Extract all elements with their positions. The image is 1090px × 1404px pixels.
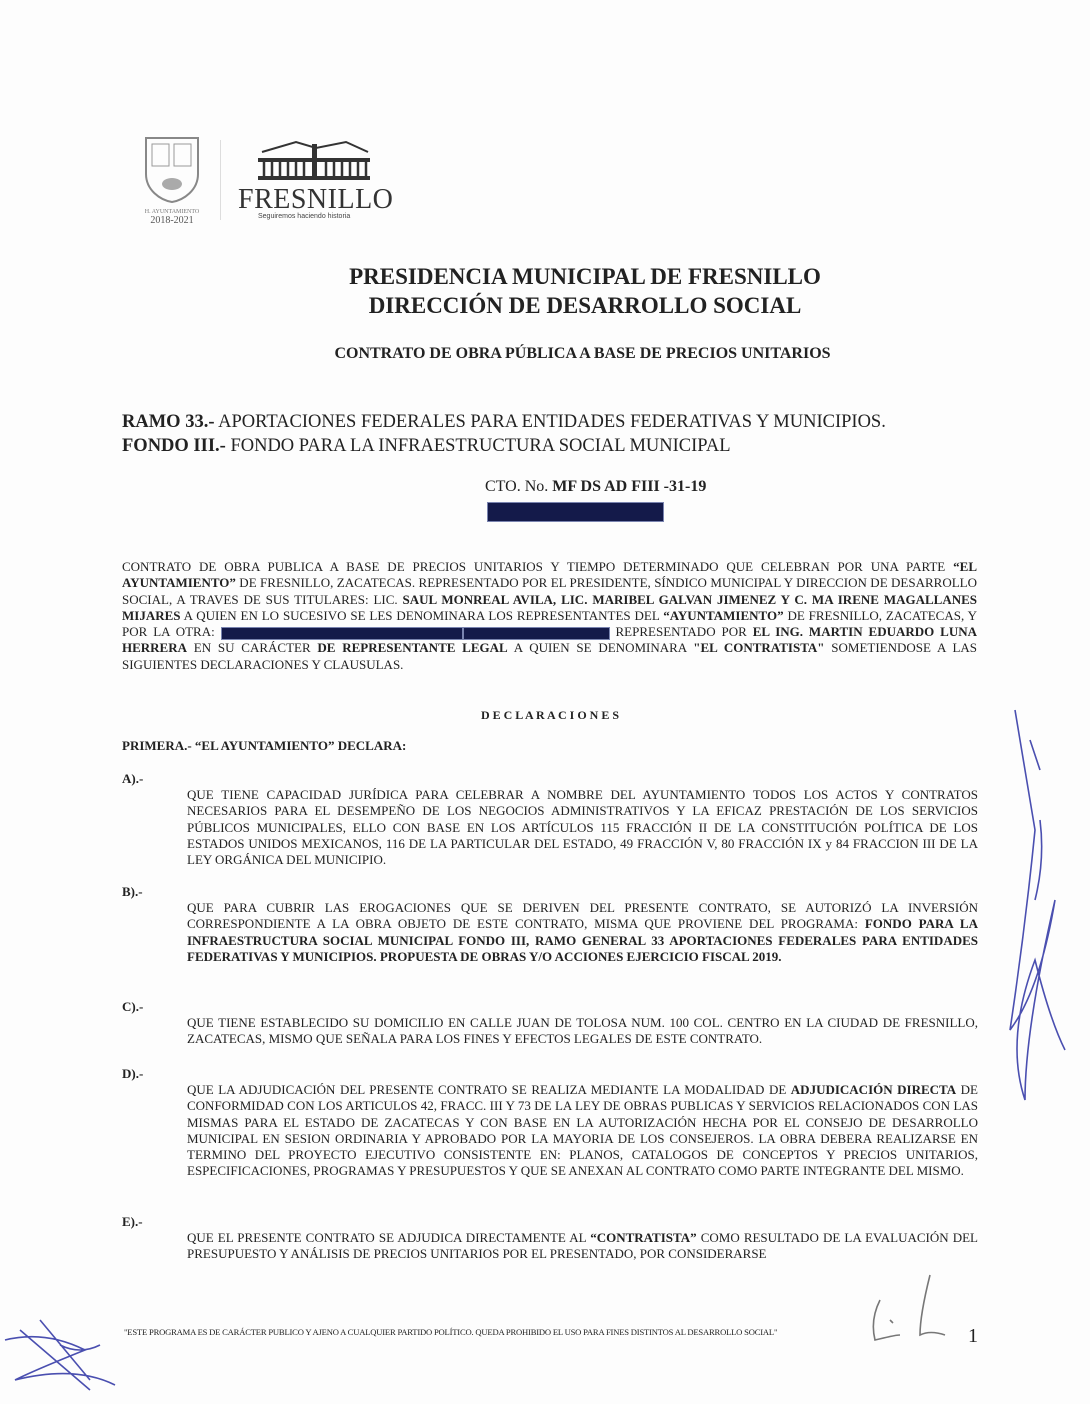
brand-tagline: Seguiremos haciendo historia	[258, 213, 351, 220]
page-number: 1	[968, 1325, 978, 1347]
ramo-text: APORTACIONES FEDERALES PARA ENTIDADES FEDERATIVAS Y MUNICIPIOS.	[214, 412, 886, 432]
text-segment: EN SU CARÁCTER	[187, 640, 318, 656]
initials-signature	[873, 1275, 945, 1340]
text-segment: CONTRATO DE OBRA PUBLICA A BASE DE PRECIOS UNITARIOS Y TIEMPO DETERMINADO QUE CELEBRAN POR UNA PARTE	[122, 559, 954, 574]
bold-text: “EL AYUNTAMIENTO”	[122, 559, 977, 591]
brand-name: FRESNILLO	[238, 184, 394, 215]
bold-text: LIC. MARIBEL GALVAN JIMENEZ Y C. MA IRENE MAGALLANES MIJARES	[122, 591, 977, 623]
ramo-label: RAMO 33.-	[122, 412, 215, 432]
text-segment: COMO RESULTADO DE LA EVALUACIÓN DEL PRESUPUESTO Y ANÁLISIS DE PRECIOS UNITARIOS POR EL PRESENTADO, POR CONSIDERARSE	[187, 1230, 978, 1262]
text-segment: SOMETIENDOSE A LAS SIGUIENTES DECLARACIONES Y CLAUSULAS.	[122, 640, 978, 672]
clause-label: C).-	[122, 999, 144, 1014]
text-segment: QUE TIENE CAPACIDAD JURÍDICA PARA CELEBRAR A NOMBRE DEL AYUNTAMIENTO TODOS LOS ACTOS Y CONTRATOS NECESARIOS PARA EL DESEMPEÑO DE LOS NEGOCIOS ADMINISTRATIVOS Y LA EFICAZ PRESTACIÓN DE LOS SERVICIOS PÚBLICOS MUNICIPALES, ELLO CON BASE EN LOS ARTÍCULOS 115 FRACCIÓN II DE LA CONSTITUCIÓN POLÍTICA DE LOS ESTADOS UNIDOS MEXICANOS, 116 DE LA PARTICULAR DEL ESTADO, 49 FRACCIÓN V, 80 FRACCIÓN IX y 84 FRACCION III DE LA LEY ORGÁNICA DEL MUNICIPIO.	[187, 787, 978, 868]
bold-text: ADJUDICACIÓN DIRECTA	[790, 1082, 957, 1097]
clause-label: E).-	[122, 1214, 143, 1229]
seal-caption: H. AYUNTAMIENTO	[144, 209, 200, 215]
primera-heading: PRIMERA.- “EL AYUNTAMIENTO” DECLARA:	[122, 738, 407, 753]
text-segment: QUE PARA CUBRIR LAS EROGACIONES QUE SE DERIVEN DEL PRESENTE CONTRATO, SE AUTORIZÓ LA INVERSIÓN CORRESPONDIENTE A LA OBRA OBJETO DE ESTE CONTRATO, MISMA QUE PROVIENE DEL PROGRAMA:	[187, 900, 978, 932]
contract-number-value: MF DS AD FIII -31-19	[552, 478, 707, 495]
clause-label: D).-	[122, 1066, 144, 1081]
side-signature	[1010, 710, 1065, 1100]
clause-label: B).-	[122, 884, 143, 899]
text-segment: DE FRESNILLO, ZACATECAS. REPRESENTADO POR EL PRESIDENTE, SÍNDICO MUNICIPAL Y DIRECCION DE DESARROLLO SOCIAL, A TRAVES DE SUS TITULARES: LIC.	[122, 575, 977, 607]
text-segment: REPRESENTADO POR	[609, 624, 753, 640]
text-segment: A QUIEN EN LO SUCESIVO SE LES DENOMINARA LOS REPRESENTANTES DEL	[180, 607, 664, 623]
bold-text: SAUL MONREAL AVILA,	[402, 591, 557, 607]
header-title-1: PRESIDENCIA MUNICIPAL DE FRESNILLO	[349, 264, 821, 289]
bold-text: "EL CONTRATISTA"	[693, 640, 825, 656]
footer-disclaimer: "ESTE PROGRAMA ES DE CARÁCTER PUBLICO Y AJENO A CUALQUIER PARTIDO POLÍTICO. QUEDA PROHIBIDO EL USO PARA FINES DISTINTOS AL DESARROLLO SOCIAL"	[124, 1327, 778, 1337]
declaraciones-heading: D E C L A R A C I O N E S	[480, 708, 620, 722]
seal-years: 2018-2021	[150, 215, 194, 226]
contract-number-label: CTO. No.	[485, 478, 553, 495]
text-segment: QUE EL PRESENTE CONTRATO SE ADJUDICA DIRECTAMENTE AL	[187, 1230, 591, 1245]
bold-text: DE REPRESENTANTE LEGAL	[317, 640, 508, 656]
text-segment: QUE LA ADJUDICACIÓN DEL PRESENTE CONTRATO SE REALIZA MEDIANTE LA MODALIDAD DE	[187, 1082, 791, 1097]
bold-text: “CONTRATISTA”	[590, 1230, 697, 1245]
bold-text: FONDO PARA LA INFRAESTRUCTURA SOCIAL MUNICIPAL FONDO III, RAMO GENERAL 33 APORTACIONES FEDERALES PARA ENTIDADES FEDERATIVAS Y MUNICIPIOS. PROPUESTA DE OBRAS Y/O ACCIONES EJERCICIO FISCAL 2019.	[187, 916, 978, 964]
bold-text: “AYUNTAMIENTO”	[663, 607, 784, 623]
clause-label: A).-	[122, 771, 144, 786]
header-title-2: DIRECCIÓN DE DESARROLLO SOCIAL	[368, 293, 802, 318]
document-subtitle: CONTRATO DE OBRA PÚBLICA A BASE DE PRECIOS UNITARIOS	[334, 345, 831, 362]
text-segment: A QUIEN SE DENOMINARA	[507, 640, 694, 656]
text-segment: QUE TIENE ESTABLECIDO SU DOMICILIO EN CALLE JUAN DE TOLOSA NUM. 100 COL. CENTRO EN LA CIUDAD DE FRESNILLO, ZACATECAS, MISMO QUE SEÑALA PARA LOS FINES Y EFECTOS LEGALES DE ESTE CONTRATO.	[187, 1015, 978, 1047]
fondo-text: FONDO PARA LA INFRAESTRUCTURA SOCIAL MUNICIPAL	[225, 436, 731, 456]
fondo-label: FONDO III.-	[122, 436, 226, 456]
corner-signature	[5, 1320, 115, 1390]
text-segment: DE FRESNILLO, ZACATECAS, Y POR LA OTRA:	[122, 607, 977, 640]
text-segment: DE CONFORMIDAD CON LOS ARTICULOS 42, FRACC. III Y 73 DE LA LEY DE OBRAS PUBLICAS Y SERVICIOS RELACIONADOS CON LAS MISMAS PARA EL ESTADO DE ZACATECAS Y CON BASE EN LA AUTORIZACIÓN HECHA POR EL CONSEJO DE DESARROLLO MUNICIPAL EN SESION ORDINARIA Y APROBADO POR LA MAYORIA DE LOS CONSEJEROS. LA OBRA DEBERA REALIZARSE EN TERMINO DEL PROYECTO EJECUTIVO CONSISTENTE EN: PLANOS, CATALOGOS DE CONCEPTOS Y PRECIOS UNITARIOS, ESPECIFICACIONES, PROGRAMAS Y PRESUPUESTOS Y QUE SE ANEXAN AL CONTRATO COMO PARTE INTEGRANTE DEL MISMO.	[187, 1082, 978, 1179]
bold-text: EL ING. MARTIN EDUARDO LUNA HERRERA	[122, 624, 977, 656]
